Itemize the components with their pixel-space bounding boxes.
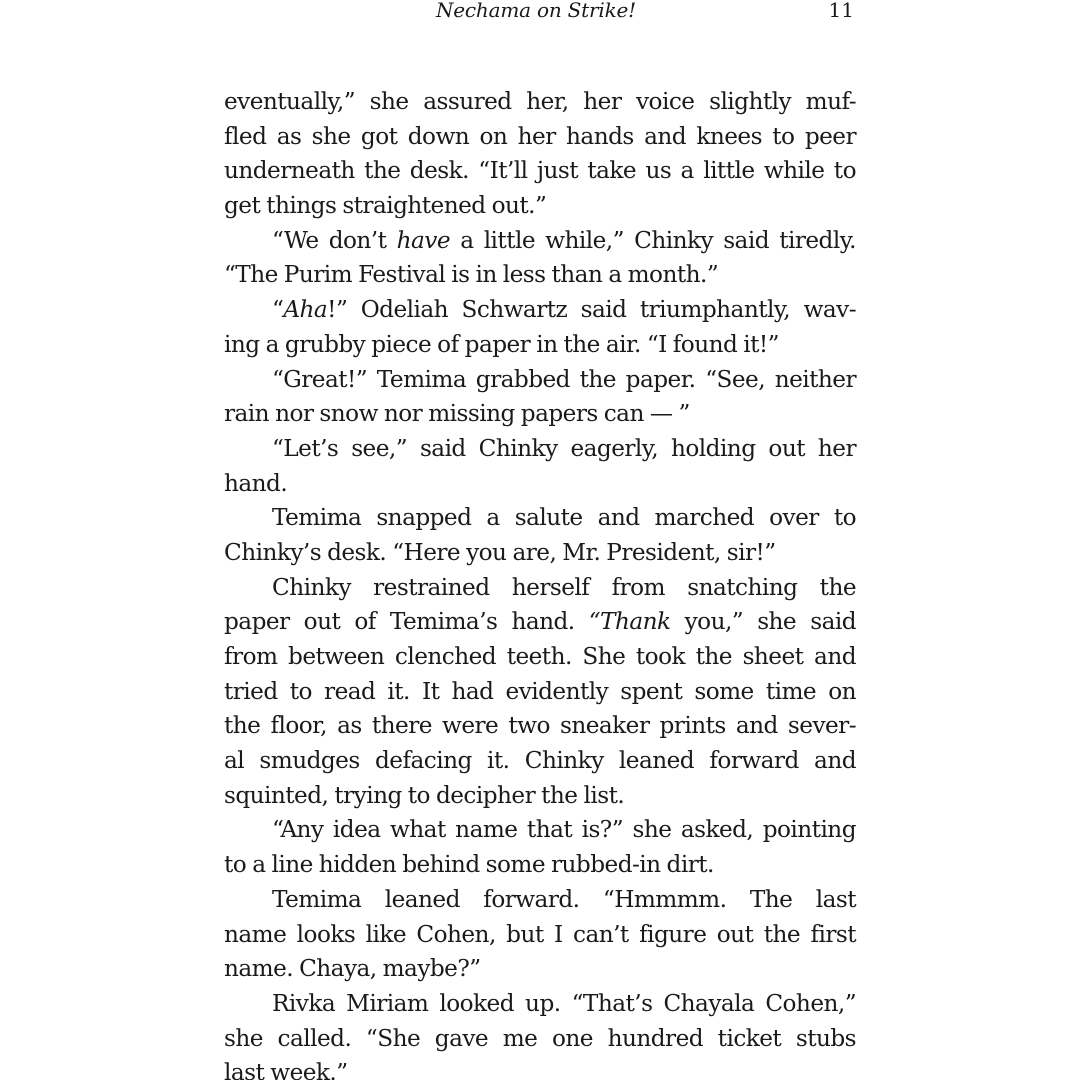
text-run: you,” she said [670, 608, 856, 636]
text-line: name. Chaya, maybe?” [224, 955, 481, 983]
text-line: the floor, as there were two sneaker prints and sever- [224, 712, 856, 740]
text-line: “Let’s see,” said Chinky eagerly, holding out her [272, 434, 856, 462]
text-line: “Any idea what name that is?” she asked, pointing [272, 816, 856, 844]
text-line: from between clenched teeth. She took the sheet and [224, 643, 856, 670]
text-line: tried to read it. It had evidently spent some time on [224, 677, 856, 705]
text-line: hand. [224, 469, 288, 497]
text-line: to a line hidden behind some rubbed-in dirt. [224, 851, 714, 879]
text-line: Rivka Miriam looked up. “That’s Chayala Cohen,” [272, 989, 856, 1017]
body-text [224, 85, 856, 1080]
text-run: paper out of Temima’s hand. [224, 608, 589, 636]
text-line: last week.” [224, 1059, 348, 1080]
page-number: 11 [828, 0, 854, 22]
text-line: Temima leaned forward. “Hmmmm. The last [272, 885, 856, 913]
text-line: Temima snapped a salute and marched over to [272, 504, 856, 532]
running-title: Nechama on Strike! [436, 0, 636, 22]
text-run: “ [272, 296, 284, 324]
text-line: name looks like Cohen, but I can’t figure out the first [224, 920, 856, 948]
text-line [224, 605, 856, 640]
text-line [224, 293, 856, 328]
text-line: Chinky restrained herself from snatching the [272, 573, 856, 601]
text-line: “The Purim Festival is in less than a month.” [224, 261, 719, 289]
text-run: !” Odeliah Schwartz said triumphantly, wav- [327, 296, 856, 324]
text-line: get things straightened out.” [224, 192, 547, 220]
text-line: squinted, trying to decipher the list. [224, 781, 625, 809]
running-head [224, 0, 856, 26]
text-line: rain nor snow nor missing papers can — ” [224, 400, 690, 428]
text-run: “We don’t [272, 226, 397, 254]
italic-run: have [396, 226, 450, 254]
italic-run: “Thank [588, 608, 671, 636]
text-line [224, 224, 856, 259]
text-line: ing a grubby piece of paper in the air. “I found it!” [224, 330, 779, 358]
text-line: Chinky’s desk. “Here you are, Mr. President, sir!” [224, 538, 776, 566]
text-line: “Great!” Temima grabbed the paper. “See, neither [272, 365, 856, 393]
text-line: underneath the desk. “It’ll just take us a little while to [224, 157, 856, 185]
text-line: she called. “She gave me one hundred ticket stubs [224, 1024, 856, 1052]
text-run: a little while,” Chinky said tiredly. [450, 226, 856, 254]
text-line: al smudges defacing it. Chinky leaned forward and [224, 747, 856, 775]
text-line: eventually,” she assured her, her voice slightly muf- [224, 88, 856, 115]
text-line: fled as she got down on her hands and knees to peer [224, 122, 856, 150]
italic-run: Aha [283, 296, 328, 324]
